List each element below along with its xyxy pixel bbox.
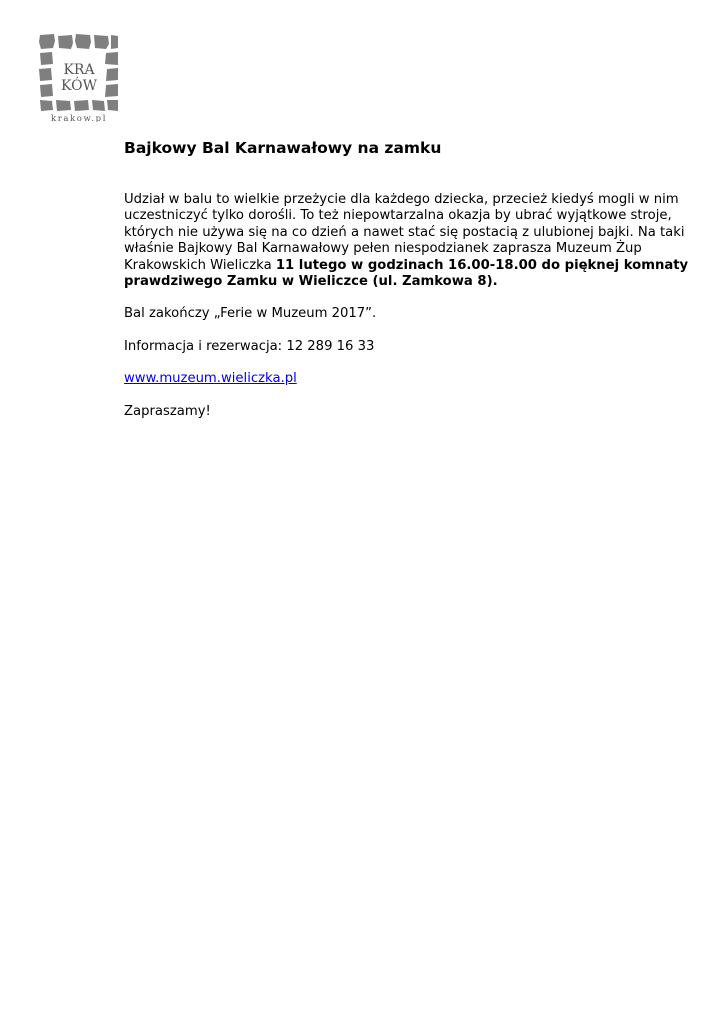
intro-line-text: Krakowskich Wieliczka bbox=[124, 257, 276, 273]
article bbox=[124, 138, 704, 420]
event-date-highlight: 11 lutego w godzinach 16.00-18.00 do pięknej komnaty bbox=[275, 257, 689, 273]
contact-info: Informacja i rezerwacja: 12 289 16 33 bbox=[124, 338, 375, 354]
intro-line bbox=[124, 258, 704, 274]
sign-off: Zapraszamy! bbox=[124, 403, 211, 419]
intro-line: których nie używa się na co dzień a nawet stać się postacią z ulubionej bajki. Na taki bbox=[124, 224, 685, 240]
intro-line bbox=[124, 274, 704, 290]
krakow-logo-graphic bbox=[38, 32, 120, 122]
intro-line: właśnie Bajkowy Bal Karnawałowy pełen niespodzianek zaprasza Muzeum Żup bbox=[124, 241, 642, 257]
logo-caption: krakow.pl bbox=[50, 114, 108, 122]
closing-paragraph: Bal zakończy „Ferie w Muzeum 2017”. bbox=[124, 306, 377, 322]
website-paragraph bbox=[124, 371, 704, 387]
intro-line: uczestniczyć tylko dorośli. To też niepowtarzalna okazja by ubrać wyjątkowe stroje, bbox=[124, 208, 672, 224]
logo-text-kra: KRA bbox=[63, 62, 95, 78]
event-location-highlight: prawdziwego Zamku w Wieliczce (ul. Zamkowa 8). bbox=[124, 274, 498, 290]
krakow-logo bbox=[38, 32, 120, 122]
intro-paragraph bbox=[124, 192, 704, 290]
logo-text-kow: KÓW bbox=[61, 78, 97, 94]
museum-website-link[interactable]: www.muzeum.wieliczka.pl bbox=[124, 371, 297, 387]
article-title: Bajkowy Bal Karnawałowy na zamku bbox=[124, 139, 442, 157]
intro-line: Udział w balu to wielkie przeżycie dla każdego dziecka, przecież kiedyś mogli w nim bbox=[124, 192, 679, 207]
